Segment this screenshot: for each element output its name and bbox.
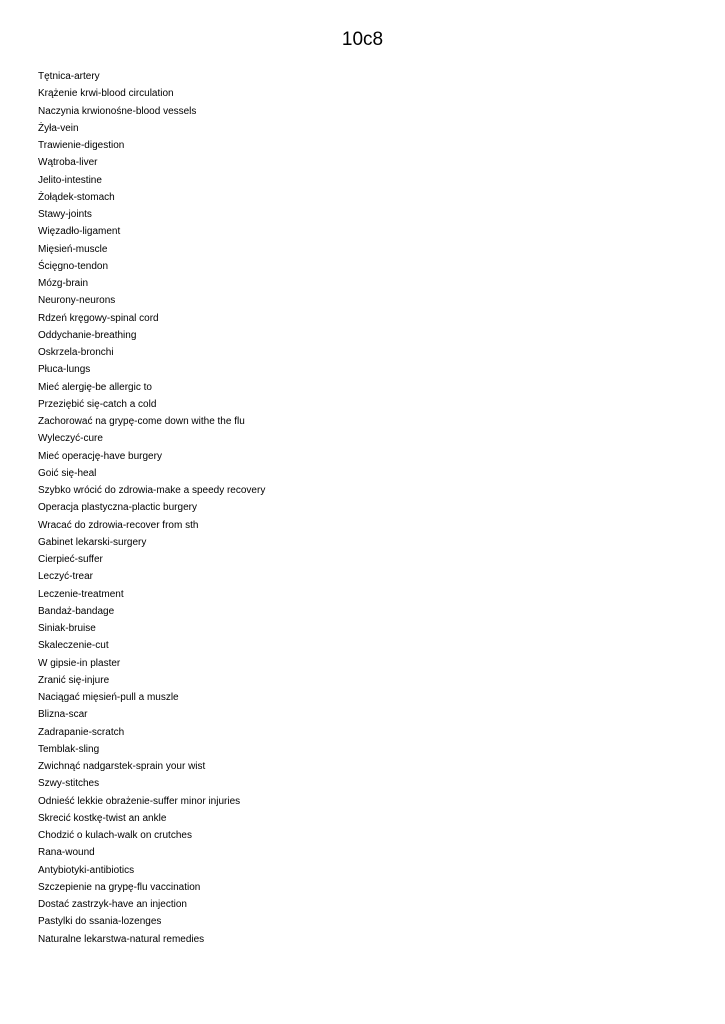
vocab-entry: Przeziębić się-catch a cold [38,398,157,410]
vocab-entry: Bandaż-bandage [38,605,115,617]
vocab-entry: Krążenie krwi-blood circulation [38,88,174,100]
vocabulary-list [38,68,265,948]
vocab-entry: Szczepienie na grypę-flu vaccination [38,881,201,893]
vocab-entry: Płuca-lungs [38,364,91,376]
vocab-entry: Żyła-vein [38,122,79,134]
vocab-entry: Mieć alergię-be allergic to [38,381,152,393]
vocab-entry: Trawienie-digestion [38,140,125,151]
vocab-entry: Rdzeń kręgowy-spinal cord [38,312,159,324]
vocab-entry: Wracać do zdrowia-recover from sth [38,519,199,531]
vocab-entry: Zachorować na grypę-come down withe the flu [38,416,245,427]
vocab-entry: Temblak-sling [38,743,100,755]
vocab-entry: Mózg-brain [38,278,89,289]
vocab-entry: Oddychanie-breathing [38,329,137,341]
vocab-entry: Jelito-intestine [38,174,102,186]
vocab-entry: Zranić się-injure [38,674,110,686]
vocab-entry: Rana-wound [38,847,95,859]
vocab-entry: Dostać zastrzyk-have an injection [38,899,187,910]
vocab-entry: Chodzić o kulach-walk on crutches [38,830,192,841]
vocab-entry: Zadrapanie-scratch [38,726,125,738]
vocab-entry: Wątroba-liver [38,157,98,169]
vocab-entry: Tętnica-artery [38,71,100,82]
vocab-entry: Leczenie-treatment [38,588,124,600]
vocab-entry: Mięsień-muscle [38,243,108,255]
vocab-entry: Stawy-joints [38,209,92,220]
vocab-entry: Naciągać mięsień-pull a muszle [38,692,179,703]
vocab-entry: Oskrzela-bronchi [38,347,114,358]
vocab-entry: Żołądek-stomach [38,191,115,203]
vocab-entry: Naturalne lekarstwa-natural remedies [38,933,205,945]
vocab-entry: Ścięgno-tendon [38,260,109,272]
vocab-entry: Blizna-scar [38,709,88,721]
vocab-entry: Mieć operację-have burgery [38,450,162,462]
vocab-entry: Gabinet lekarski-surgery [38,536,147,548]
vocab-entry: Wyleczyć-cure [38,433,103,445]
vocab-entry: Antybiotyki-antibiotics [38,864,135,876]
vocab-entry: Operacja plastyczna-plactic burgery [38,502,197,514]
vocab-entry: Siniak-bruise [38,623,96,634]
vocab-entry: Szybko wrócić do zdrowia-make a speedy recovery [38,485,266,496]
vocab-entry: Więzadło-ligament [38,226,121,238]
vocab-entry: Cierpieć-suffer [38,554,103,565]
vocab-entry: Pastylki do ssania-lozenges [38,916,162,928]
vocab-entry: Skaleczenie-cut [38,640,109,652]
vocab-entry: Zwichnąć nadgarstek-sprain your wist [38,761,206,772]
vocab-entry: W gipsie-in plaster [38,657,121,669]
vocab-entry: Skrecić kostkę-twist an ankle [38,812,167,824]
vocab-entry: Naczynia krwionośne-blood vessels [38,105,197,117]
vocab-entry: Odnieść lekkie obrażenie-suffer minor injuries [38,795,241,807]
vocab-entry: Leczyć-trear [38,571,94,583]
vocab-entry: Goić się-heal [38,467,97,479]
vocab-entry: Szwy-stitches [38,778,100,790]
vocab-entry: Neurony-neurons [38,295,116,307]
page-title: 10c8 [341,29,384,50]
